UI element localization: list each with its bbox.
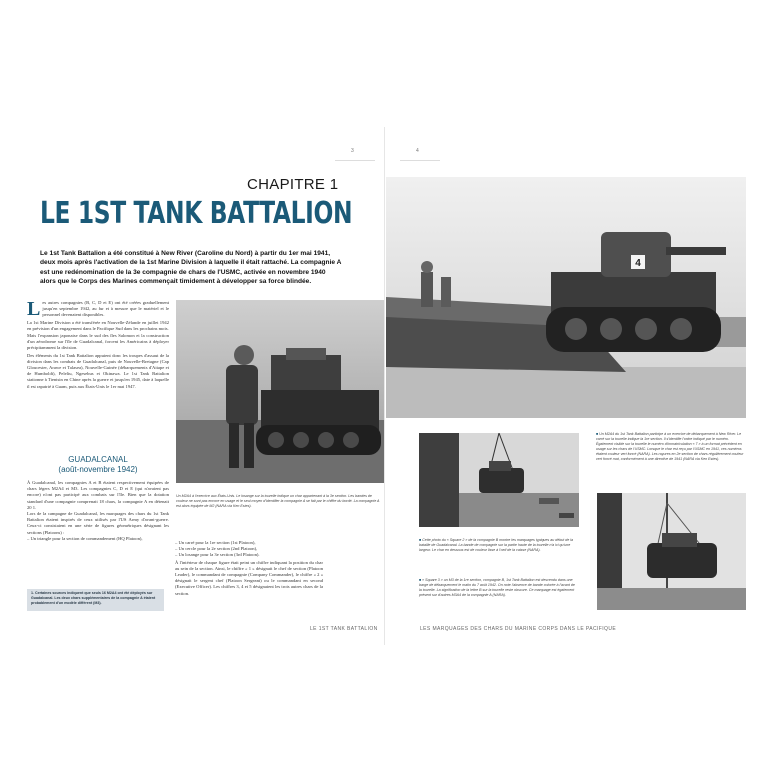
caption-text: Cette photo du « Square 2 » de la compagnie B montre les marquages typiques au début de la bataille de Guadalcanal. La bande de compagnie sur la partie haute de la tourelle n'a ici qu'une largeur. Le char en dessous est de couleur lisse à l'oeil de la caisse (NARA).	[419, 538, 574, 552]
hoisted-tank-image	[419, 433, 579, 527]
photo-barge-tank	[597, 493, 746, 610]
caption-tank-exercise	[176, 494, 380, 509]
section-heading	[27, 455, 169, 475]
caption-bullet-icon: ■	[419, 578, 422, 582]
body-column-1b	[27, 480, 169, 542]
body-list-item: – Un losange pour la 3e section (3rd Platoon).	[175, 552, 260, 558]
caption-barge-tank	[419, 578, 577, 598]
tank-exercise-image	[176, 300, 384, 483]
left-page-number: 3	[351, 148, 354, 154]
footer-right: LES MARQUAGES DES CHARS DU MARINE CORPS DANS LE PACIFIQUE	[420, 626, 617, 632]
section-subtitle: (août-novembre 1942)	[58, 465, 138, 474]
photo-landing-craft	[386, 177, 746, 418]
section-title: GUADALCANAL	[68, 455, 128, 464]
landing-craft-image	[386, 177, 746, 418]
body-paragraph: – Un triangle pour la section de commandement (HQ Platoon),	[27, 535, 143, 541]
body-paragraph: Mais l'expansion japonaise dans le sud des îles Salomon et la construction d'un aérodrome sur l'île de Guadalcanal, forcent les Américains à déployer précipitamment la division.	[27, 333, 169, 351]
body-paragraph: Lors de la campagne de Guadalcanal, les marquages des chars du 1st Tank Battalion étaient inspirés de ceux utilisés par l'US Army d'avant-guerre. Ceux-ci consistaient en une série de figures géométriques désignant les sections (Platoons) :	[27, 511, 169, 535]
page-fold	[384, 127, 385, 645]
caption-bullet-icon: ■	[419, 538, 422, 542]
body-column-2	[175, 540, 323, 597]
caption-landing-craft	[596, 432, 746, 462]
caption-text: Un M2A4 à l'exercice aux États-Unis. Le losange sur la tourelle indique un char appartenant à la 3e section. Les bandes de couleur ne sont pas encore en usage et le seul moyen d'identifier la compagnie A se fait par le chiffre du bordé. La compagnie A est alors équipée de M2 (NARA via Ken Estes).	[176, 494, 380, 508]
right-page-number: 4	[416, 148, 419, 154]
chapter-title: LE 1ST TANK BATTALION	[40, 196, 353, 231]
body-paragraph: es autres compagnies (B, C, D et E) ont été créées graduellement jusqu'en septembre 1942, au fur et à mesure que le matériel et le personnel devenaient disponibles.	[42, 300, 169, 318]
lead-paragraph: Le 1st Tank Battalion a été constitué à New River (Caroline du Nord) à partir du 1er mai 1941, deux mois après l'activation de la 1st Marine Division à laquelle il était rattaché. La compagnie A est une redénomination de la 3e compagnie de chars de l'USMC, activée en novembre 1940 alors que le Corps des Marines commençait timidement à développer sa force blindée.	[40, 250, 342, 286]
caption-text: « Square 3 » un M3 de la 1re section, compagnie B, 1st Tank Battalion est descendu dans une barge de débarquement le matin du 7 août 1942. On note l'absence de bande colorée à l'avant de la tourelle. La signification de la lettre B sur la tourelle reste obscure. Ce marquage est également présent sur d'autres M3A4 de la compagnie A (NARA).	[419, 578, 575, 597]
body-list-item: – Un carré pour la 1re section (1st Platoon),	[175, 540, 256, 545]
caption-text: Un M2A4 du 1st Tank Battalion participe à un exercice de débarquement à New River. Le carré sur la tourelle indique la 1re section. Il s'identifie l'ordre indiqué par le numéro. Également visible sur la tourelle le numéro d'immatriculation « 7 » à un format précédent en usage sur les chars de l'USMC. Lorsque le char est reçu par l'USMC en 1941, ces numéros étaient couleur vert foncé (NARA). Les rayures en 2e section de chars régulièrement couleur vert foncé mat, conformément à une directive de 1941 (NARA via Ken Estes).	[596, 432, 744, 461]
drop-cap: L	[27, 298, 41, 320]
barge-tank-image	[597, 493, 746, 610]
photo-hoisted-tank	[419, 433, 579, 527]
photo-tank-exercise	[176, 300, 384, 483]
body-paragraph: La 1st Marine Division a été transférée en Nouvelle-Zélande en juillet 1942 en prévision d'un engagement dans le Pacifique Sud dans les prochains mois.	[27, 319, 169, 331]
right-header-rule	[400, 160, 440, 161]
caption-bullet-icon: ■	[596, 432, 599, 436]
caption-hoisted-tank	[419, 538, 577, 553]
tank-number-label: 4	[635, 258, 641, 269]
footnote-box: 1. Certaines sources indiquent que seuls 16 M2A4 ont été déployés sur Guadalcanal. Les deux chars supplémentaires de la compagnie A étaient probablement d'un modèle différent (M3).	[27, 589, 164, 611]
footer-left: LE 1ST TANK BATTALION	[310, 626, 378, 632]
body-paragraph: À Guadalcanal, les compagnies A et B étaient respectivement équipées de chars légers M2A4 et M3. Les compagnies C, D et E (qui n'avaient pas encore) n'ont pas participé aux combats sur l'île. Bien que la dotation standard d'une compagnie comprenait 18 chars, la compagnie A en détenait 20 1.	[27, 480, 169, 510]
body-column-1	[27, 300, 169, 391]
left-header-rule	[335, 160, 375, 161]
body-list-item: – Un cercle pour la 2e section (2nd Platoon),	[175, 546, 258, 552]
body-paragraph: Des éléments du 1st Tank Battalion appuient donc les troupes d'assaut de la division dans les combats de Guadalcanal, puis de Nouvelle-Bretagne (Cap Gloucester, Arawe et Talasea), Nouvelle-Guinée (débarquements d'Aitape et de Humboldt), Peleliu, Ngesebus et Okinawa. Le 1st Tank Battalion stationne à Tientsin en Chine après la guerre et jusqu'en 1945, date à laquelle il est rapatrié à Guam, puis aux États-Unis le 1er mai 1947.	[27, 352, 169, 389]
chapter-label: CHAPITRE 1	[247, 176, 339, 193]
body-paragraph: À l'intérieur de chaque figure était peint un chiffre indiquant la position du char au sein de la section. Ainsi, le chiffre « 1 » désignait le chef de section (Platoon Leader), le commandant de compagnie (Company Commander), le chiffre « 2 » désignait le sergent chef (Platoon Sergeant) ou le commandant en second (Executive Officer). Les chiffres 3, 4 et 5 désignaient les trois autres chars de la section.	[175, 559, 323, 596]
